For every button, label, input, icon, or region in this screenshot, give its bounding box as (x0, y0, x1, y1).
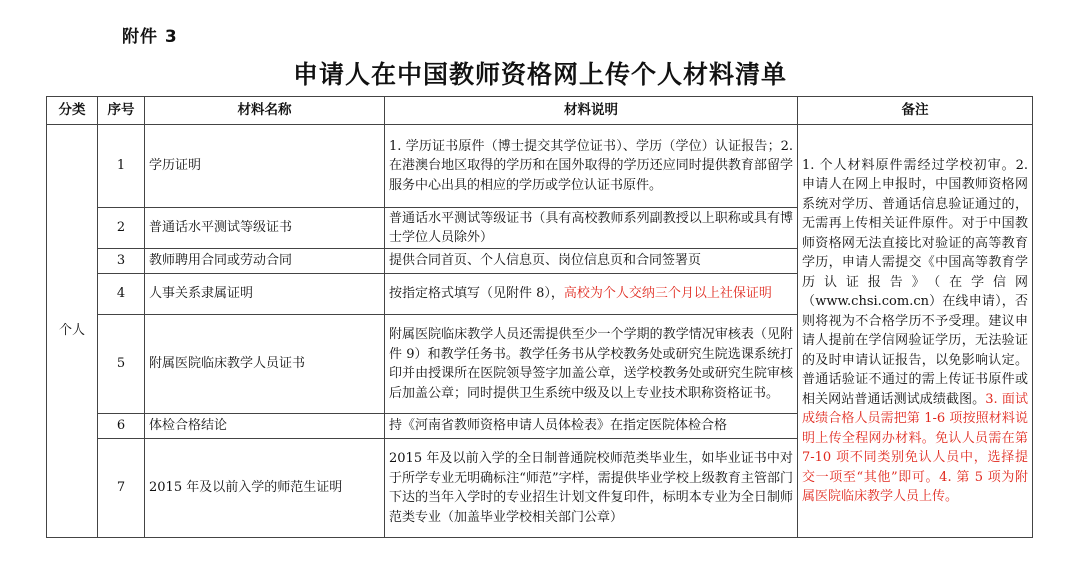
header-remarks: 备注 (798, 97, 1033, 125)
row-number: 4 (98, 274, 145, 315)
description-text: 2015 年及以前入学的全日制普通院校师范类毕业生，如毕业证书中对于所学专业无明确标注“师范”字样，需提供毕业学校上级教育主管部门下达的当年入学时的专业招生计划文件复印件，标明本专业为全日制师范类专业（加盖毕业学校相关部门公章） (389, 451, 793, 525)
description-highlight: 高校为个人交纳三个月以上社保证明 (563, 286, 772, 302)
material-description (385, 439, 798, 538)
row-number: 2 (98, 208, 145, 249)
material-name: 普通话水平测试等级证书 (145, 208, 385, 249)
header-category: 分类 (47, 97, 98, 125)
row-number: 3 (98, 249, 145, 274)
description-text: 1. 学历证书原件（博士提交其学位证书）、学历（学位）认证报告；2. 在港澳台地区取得的学历和在国外取得的学历还应同时提供教育部留学服务中心出具的相应的学历或学位认证书原件。 (389, 138, 793, 193)
remarks-text: 1. 个人材料原件需经过学校初审。2. 申请人在网上申报时，中国教师资格网系统对学历、普通话信息验证通过的，无需再上传相关证件原件。对于中国教师资格网无法直接比对验证的高等教育学历，申请人需提交《中国高等教育学历认证报告》（在学信网（www.chsi.com.cn）在线申请），否则将视为不合格学历不予受理。建议申请人提前在学信网验证学历，无法验证的及时申请认证报告，以免影响认定。普通话验证不通过的需上传证书原件或相关网站普通话测试成绩截图。 (802, 157, 1028, 407)
description-text: 提供合同首页、个人信息页、岗位信息页和合同签署页 (389, 253, 702, 269)
material-description (385, 125, 798, 208)
row-number: 5 (98, 315, 145, 414)
material-description (385, 208, 798, 249)
remarks-highlight: 3. 面试成绩合格人员需把第 1-6 项按照材料说明上传全程网办材料。免认人员需在第 7-10 项不同类别免认人员中，选择提交一项至“其他”即可。4. 第 5 项为附属医院临床教学人员上传。 (802, 391, 1028, 504)
description-text: 附属医院临床教学人员还需提供至少一个学期的教学情况审核表（见附件 9）和教学任务书。教学任务书从学校教务处或研究生院选课系统打印并由授课所在医院领导签字加盖公章，送学校教务处或研究生院审核后加盖公章；同时提供卫生系统中级及以上专业技术职称资格证书。 (389, 327, 793, 401)
material-description (385, 414, 798, 439)
row-number: 7 (98, 439, 145, 538)
material-name: 学历证明 (145, 125, 385, 208)
material-description (385, 274, 798, 315)
description-text: 持《河南省教师资格申请人员体检表》在指定医院体检合格 (389, 418, 728, 434)
header-name: 材料名称 (145, 97, 385, 125)
description-text: 按指定格式填写（见附件 8）， (389, 286, 564, 302)
remarks-cell (798, 125, 1033, 538)
material-name: 人事关系隶属证明 (145, 274, 385, 315)
table-row (47, 125, 1033, 208)
material-description (385, 249, 798, 274)
material-description (385, 315, 798, 414)
row-number: 6 (98, 414, 145, 439)
row-number: 1 (98, 125, 145, 208)
header-number: 序号 (98, 97, 145, 125)
material-name: 体检合格结论 (145, 414, 385, 439)
materials-table (46, 96, 1033, 538)
material-name: 2015 年及以前入学的师范生证明 (145, 439, 385, 538)
attachment-label: 附件 3 (122, 27, 178, 47)
category-cell: 个人 (47, 125, 98, 538)
header-description: 材料说明 (385, 97, 798, 125)
page-title: 申请人在中国教师资格网上传个人材料清单 (292, 60, 787, 89)
description-text: 普通话水平测试等级证书（具有高校教师系列副教授以上职称或具有博士学位人员除外） (389, 210, 793, 245)
table-header-row (47, 97, 1033, 125)
material-name: 教师聘用合同或劳动合同 (145, 249, 385, 274)
material-name: 附属医院临床教学人员证书 (145, 315, 385, 414)
